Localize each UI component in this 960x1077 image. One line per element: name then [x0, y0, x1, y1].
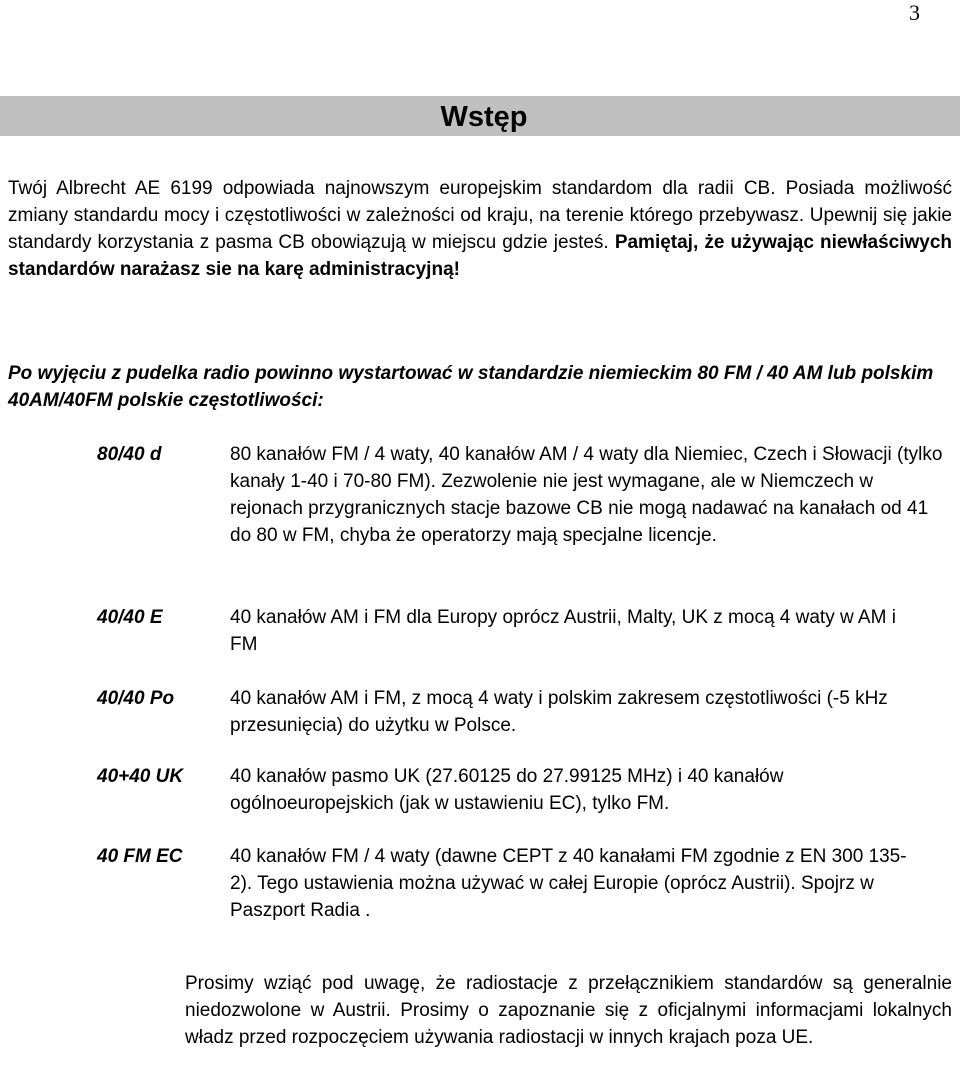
page-number: 3: [909, 0, 920, 25]
standard-description: 40 kanałów FM / 4 waty (dawne CEPT z 40 kanałami FM zgodnie z EN 300 135-2). Tego ustawienia można używać w całej Europie (oprócz Austrii). Spojrz w Paszport Radia .: [230, 846, 907, 921]
standard-description: 40 kanałów AM i FM dla Europy oprócz Austrii, Malty, UK z mocą 4 waty w AM i FM: [230, 607, 896, 655]
standard-description: 40 kanałów pasmo UK (27.60125 do 27.99125 MHz) i 40 kanałów ogólnoeuropejskich (jak w ustawieniu EC), tylko FM.: [230, 766, 784, 814]
austria-note-paragraph: Prosimy wziąć pod uwagę, że radiostacje z przełącznikiem standardów są generalnie niedozwolone w Austrii. Prosimy o zapoznanie się z oficjalnymi informacjami lokalnych władz przed rozpoczęciem używania radiostacji w innych krajach poza UE.: [185, 973, 952, 1048]
standard-code: 40+40 UK: [97, 766, 184, 787]
intro-warning: Pamiętaj, że używając niewłaściwych standardów narażasz sie na karę administracyjną!: [8, 232, 952, 280]
lead-paragraph: Po wyjęciu z pudelka radio powinno wystartować w standardzie niemieckim 80 FM / 40 AM lub polskim 40AM/40FM polskie częstotliwości:: [8, 363, 934, 411]
standard-description: 40 kanałów AM i FM, z mocą 4 waty i polskim zakresem częstotliwości (-5 kHz przesunięcia) do użytku w Polsce.: [230, 688, 888, 736]
standard-code: 40/40 Po: [97, 688, 175, 709]
intro-paragraph: [8, 175, 952, 283]
section-heading: Wstęp: [440, 101, 528, 133]
standard-code: 40/40 E: [97, 607, 163, 628]
intro-text: Twój Albrecht AE 6199 odpowiada najnowszym europejskim standardom dla radii CB. Posiada możliwość zmiany standardu mocy i częstotliwości w zależności od kraju, na terenie którego przebywasz. Upewnij się jakie standardy korzystania z pasma CB obowiązują w miejscu gdzie jesteś.: [8, 178, 952, 253]
standard-code: 40 FM EC: [97, 846, 183, 867]
standard-description: 80 kanałów FM / 4 waty, 40 kanałów AM / 4 waty dla Niemiec, Czech i Słowacji (tylko kanały 1-40 i 70-80 FM). Zezwolenie nie jest wymagane, ale w Niemczech w rejonach przygranicznych stacje bazowe CB nie mogą nadawać na kanałach od 41 do 80 w FM, chyba że operatorzy mają specjalne licencje.: [230, 444, 943, 546]
heading-bar: [0, 96, 960, 136]
standard-code: 80/40 d: [97, 444, 162, 465]
